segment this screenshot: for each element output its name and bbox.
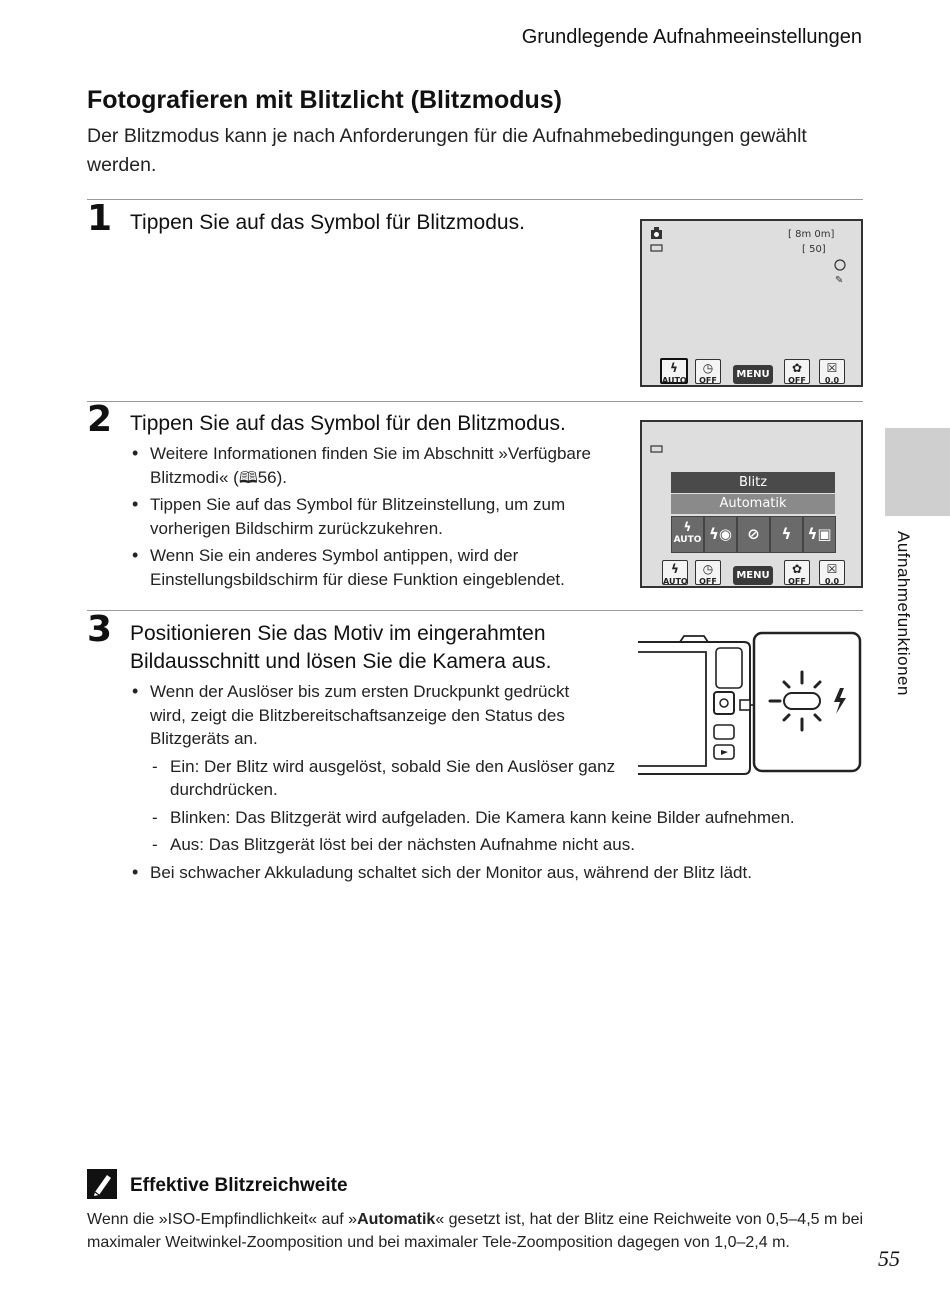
macro-off-icon[interactable]: ✿ OFF [784,560,810,585]
self-timer-off-icon[interactable]: ◷ OFF [695,560,721,585]
flash-redeye-option-icon[interactable]: ϟ◉ [704,516,737,553]
step-title: Tippen Sie auf das Symbol für den Blitzmodus. [130,412,566,435]
bullet-item: • Bei schwacher Akkuladung schaltet sich der Monitor aus, während der Blitz lädt. [130,861,830,885]
battery-icon [642,422,672,462]
divider [87,610,863,611]
page-heading: Fotografieren mit Blitzlicht (Blitzmodus) [87,86,562,114]
macro-off-icon[interactable]: ✿ OFF [784,359,810,384]
svg-text:[ 50]: [ 50] [802,244,826,255]
flash-slow-sync-option-icon[interactable]: ϟ▣ [803,516,836,553]
flash-auto-icon[interactable]: ϟ AUTO [663,562,688,586]
flash-popup-title: Blitz [671,472,835,493]
menu-icon[interactable]: MENU [733,365,773,384]
exposure-compensation-icon[interactable]: ☒ 0.0 [819,560,845,585]
svg-text:[ 8m 0m]: [ 8m 0m] [788,229,835,240]
step-bullets [130,442,615,595]
bullet-item: • Tippen Sie auf das Symbol für Blitzeinstellung, um zum vorherigen Bildschirm zurückzukehren. [130,493,615,540]
sub-item: - Aus: Das Blitzgerät löst bei der nächsten Aufnahme nicht aus. [150,833,830,857]
sub-item: - Blinken: Das Blitzgerät wird aufgeladen. Die Kamera kann keine Bilder aufnehmen. [150,806,830,830]
intro-text: Der Blitzmodus kann je nach Anforderungen für die Aufnahmebedingungen gewählt werden. [87,125,807,176]
step-number: 3 [87,609,113,650]
bullet-item: • Weitere Informationen finden Sie im Abschnitt »Verfügbare Blitzmodi« (🕮56). [130,442,615,489]
menu-icon[interactable]: MENU [733,566,773,585]
camera-monitor-screen [640,219,863,387]
bullet-item: • Wenn Sie ein anderes Symbol antippen, wird der Einstellungsbildschirm für diese Funktion eingeblendet. [130,544,615,591]
divider [87,401,863,402]
flash-auto-option-icon[interactable]: ϟ AUTO [671,516,704,553]
section-title: Grundlegende Aufnahmeeinstellungen [521,26,862,48]
page-reference[interactable]: 56 [257,467,277,487]
camera-flash-settings-screen [640,420,863,588]
note-text: Wenn die »ISO-Empfindlichkeit« auf »Automatik« gesetzt ist, hat der Blitz eine Reichweite von 0,5–4,5 m bei maximaler Weitwinkel-Zoomposition und bei maximaler Tele-Zoomposition dagegen von 1,0–2,4 m. [87,1211,864,1251]
page-number: 55 [878,1246,900,1271]
bullet-item: • Wenn der Auslöser bis zum ersten Druckpunkt gedrückt wird, zeigt die Blitzbereitschaftsanzeige den Status des Blitzgeräts an. - Ein: Der Blitz wird ausgelöst, sobald Sie den Auslöser ganz durchdrücken. - Blinken: Das Blitzgerät wird aufgeladen. Die Kamera kann keine Bilder aufnehmen. - Aus: Das Blitzgerät löst bei der nächsten Aufnahme nicht aus. [130,680,830,857]
divider [87,199,863,200]
step-number: 2 [87,399,113,440]
note-heading: Effektive Blitzreichweite [130,1175,348,1196]
flash-off-option-icon[interactable]: ⊘ [737,516,770,553]
self-timer-off-icon[interactable]: ◷ OFF [695,359,721,384]
flash-auto-icon[interactable]: ϟ AUTO [660,358,688,384]
exposure-compensation-icon[interactable]: ☒ 0.0 [819,359,845,384]
step-title: Tippen Sie auf das Symbol für Blitzmodus. [130,211,525,234]
flash-fill-option-icon[interactable]: ϟ [770,516,803,553]
svg-text:✎: ✎ [835,275,844,286]
sub-item: - Ein: Der Blitz wird ausgelöst, sobald Sie den Auslöser ganz durchdrücken. [150,755,625,802]
chapter-tab [885,428,950,516]
pencil-note-icon [87,1169,117,1199]
book-icon: 🕮 [238,467,258,487]
step-title: Positionieren Sie das Motiv im eingerahmten Bildausschnitt und lösen Sie die Kamera aus. [130,622,552,673]
step-number: 1 [87,198,113,239]
camera-flash-lamp-illustration [636,630,864,776]
chapter-label: Aufnahmefunktionen [894,531,913,696]
flash-popup-value: Automatik [671,494,835,514]
